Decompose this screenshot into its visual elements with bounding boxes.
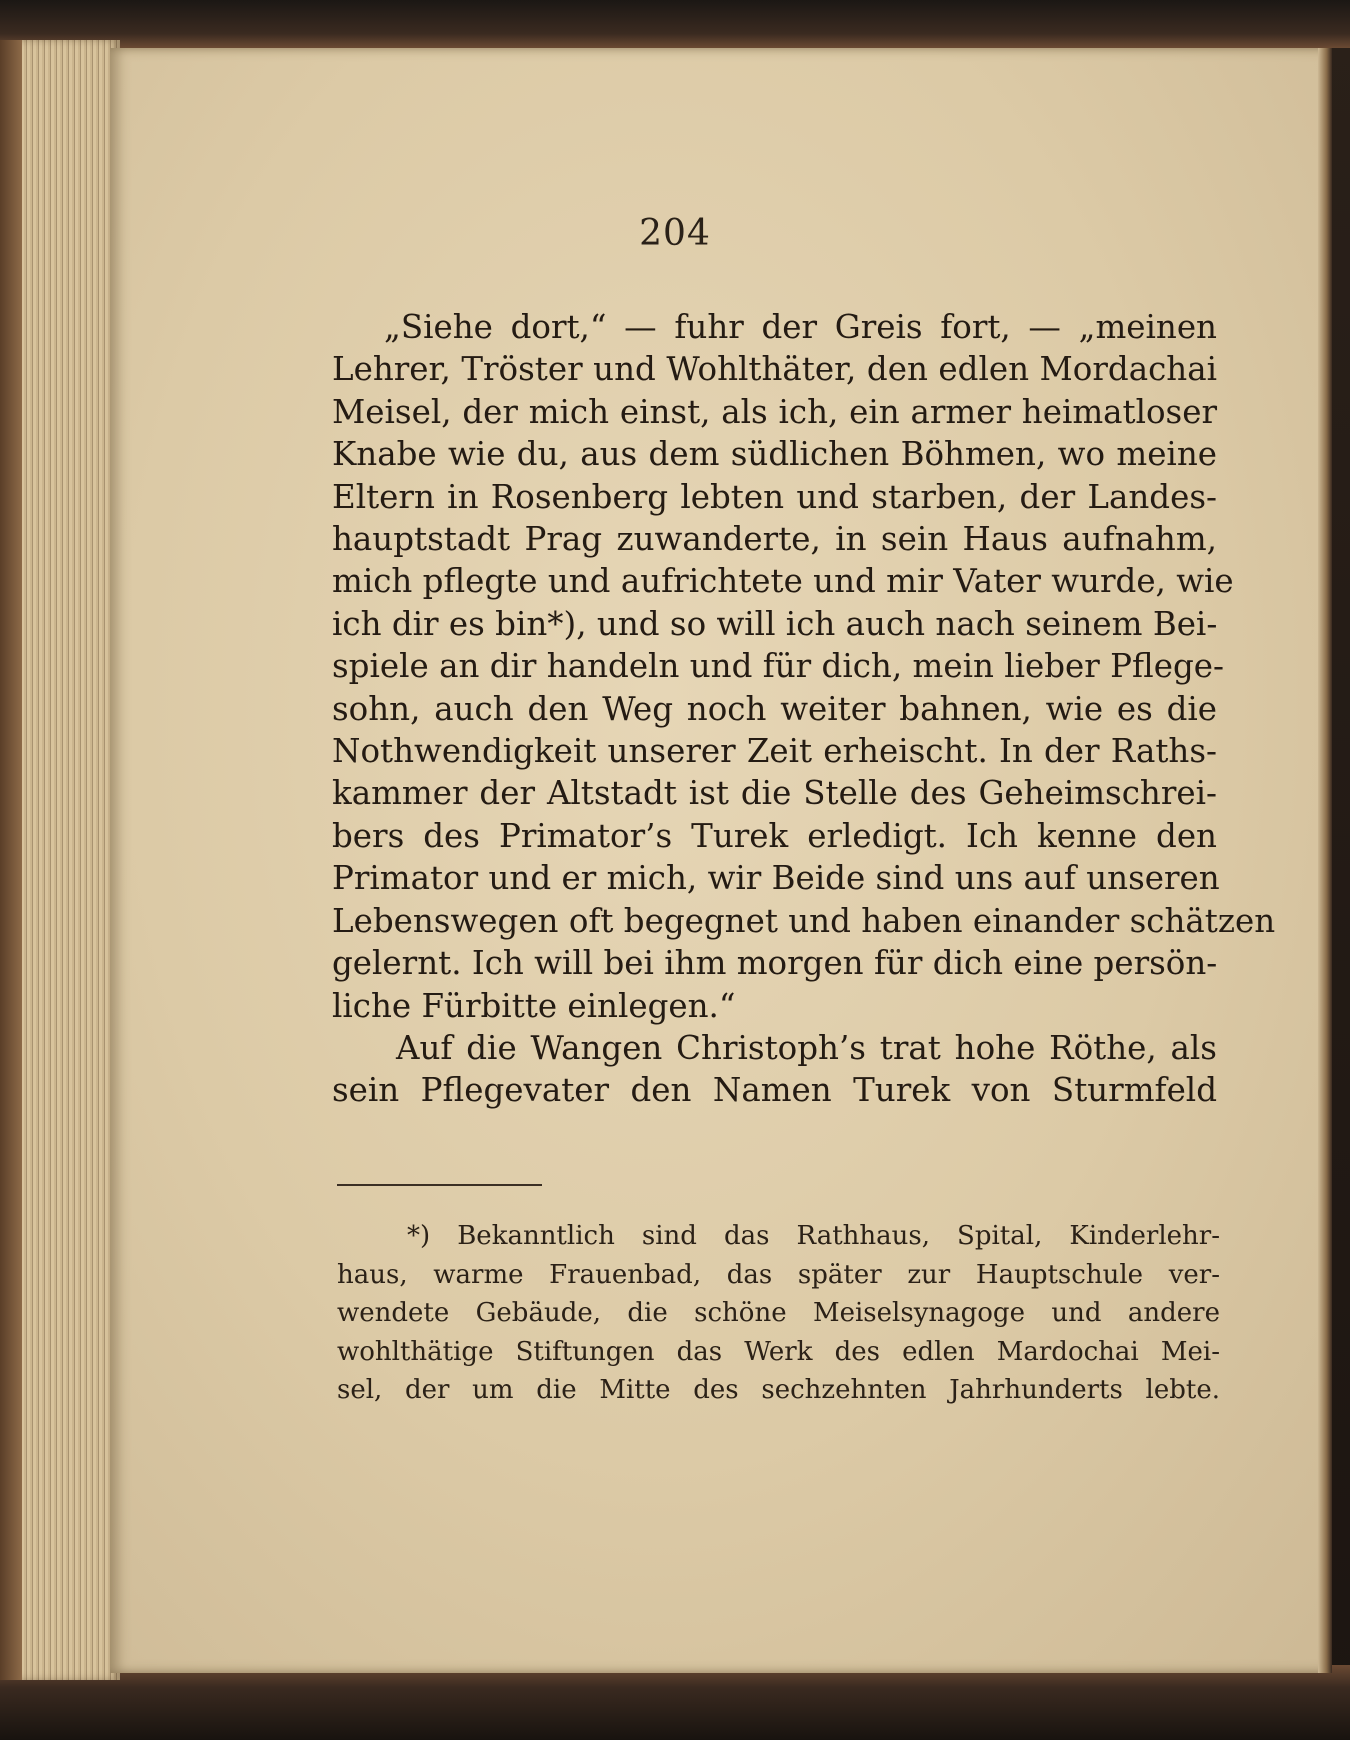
body-line: Lehrer, Tröster und Wohlthäter, den edlen Mordachai xyxy=(332,350,1217,389)
body-line: ich dir es bin*), und so will ich auch nach seinem Bei- xyxy=(332,604,1218,643)
book-cover-top xyxy=(0,0,1350,48)
footnote-line: *) Bekanntlich sind das Rathhaus, Spital, Kinderlehr- xyxy=(407,1221,1220,1251)
body-line: gelernt. Ich will bei ihm morgen für dich eine persön- xyxy=(332,944,1218,983)
body-line: bers des Primator’s Turek erledigt. Ich kenne den xyxy=(332,816,1217,855)
body-line: hauptstadt Prag zuwanderte, in sein Haus aufnahm, xyxy=(332,520,1217,559)
body-line: Knabe wie du, aus dem südlichen Böhmen, wo meine xyxy=(332,435,1217,474)
body-line: Lebenswegen oft begegnet und haben einander schätzen xyxy=(332,901,1276,940)
body-line: Primator und er mich, wir Beide sind uns auf unseren xyxy=(332,859,1220,898)
body-line: spiele an dir handeln und für dich, mein lieber Pflege- xyxy=(332,647,1224,686)
footnote-line: haus, warme Frauenbad, das später zur Hauptschule ver- xyxy=(337,1259,1220,1290)
body-line: Eltern in Rosenberg lebten und starben, der Landes- xyxy=(332,477,1217,516)
body-line: sein Pflegevater den Namen Turek von Sturmfeld xyxy=(332,1071,1217,1110)
book-cover-bottom xyxy=(0,1665,1350,1740)
body-line: mich pflegte und aufrichtete und mir Vater wurde, wie xyxy=(332,562,1234,601)
body-line: Nothwendigkeit unserer Zeit erheischt. In der Raths- xyxy=(332,732,1217,771)
footnote xyxy=(337,1217,1220,1410)
body-line: sohn, auch den Weg noch weiter bahnen, wie es die xyxy=(332,689,1217,728)
body-line: Meisel, der mich einst, als ich, ein armer heimatloser xyxy=(332,392,1217,431)
footnote-line: wohlthätige Stiftungen das Werk des edlen Mardochai Mei- xyxy=(337,1336,1220,1367)
body-line: Auf die Wangen Christoph’s trat hohe Röthe, als xyxy=(396,1028,1217,1067)
page-right-edge xyxy=(1318,48,1332,1673)
footnote-separator xyxy=(337,1184,542,1186)
body-line: „Siehe dort,“ — fuhr der Greis fort, — „meinen xyxy=(384,308,1217,346)
body-line: liche Fürbitte einlegen.“ xyxy=(332,986,736,1025)
footnote-line: sel, der um die Mitte des sechzehnten Jahrhunderts lebte. xyxy=(337,1375,1220,1406)
body-text xyxy=(332,306,1276,1112)
page-number: 204 xyxy=(639,213,711,254)
stacked-page-edges xyxy=(0,40,120,1680)
footnote-line: wendete Gebäude, die schöne Meiselsynagoge und andere xyxy=(337,1298,1220,1329)
body-line: kammer der Altstadt ist die Stelle des Geheimschrei- xyxy=(332,774,1217,813)
